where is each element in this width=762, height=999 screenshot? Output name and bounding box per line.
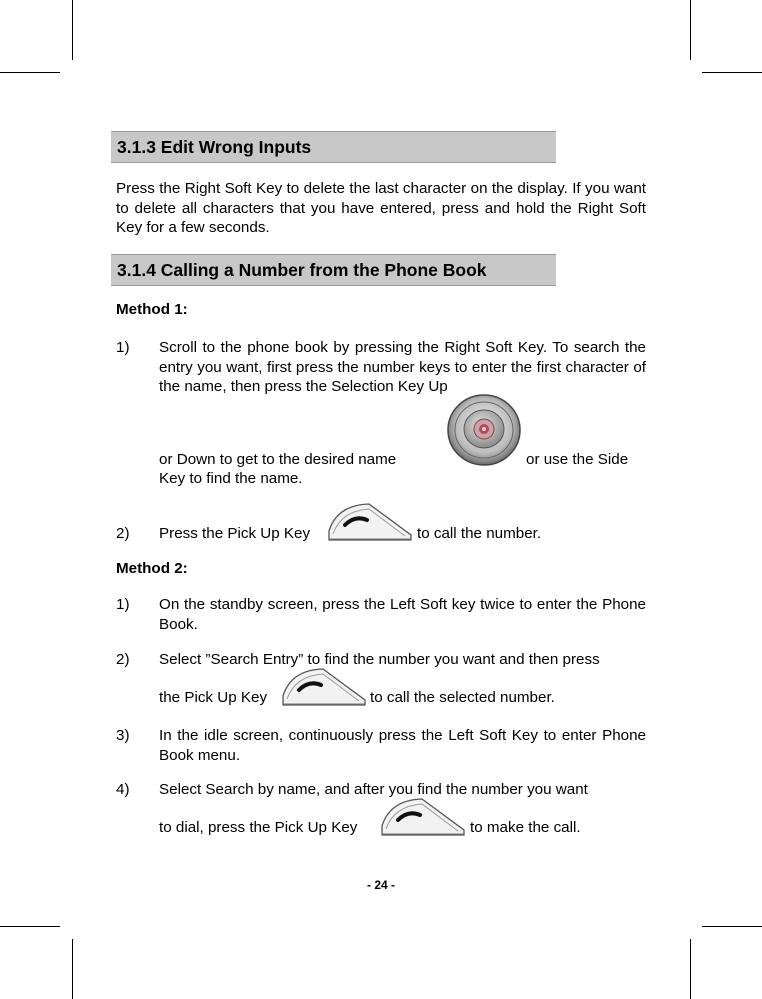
list-item-text: Key to find the name. xyxy=(159,470,303,487)
list-item-text: to call the selected number. xyxy=(370,689,555,706)
list-item-text: On the standby screen, press the Left Soft key twice to enter the Phone Book. xyxy=(159,596,646,633)
selection-key-icon xyxy=(446,393,522,467)
list-number: 3) xyxy=(116,727,130,744)
list-number: 1) xyxy=(116,339,130,356)
list-item-text: the Pick Up Key xyxy=(159,689,268,706)
crop-mark xyxy=(690,0,691,60)
method-2-label: Method 2: xyxy=(116,560,188,577)
list-item-text: Scroll to the phone book by pressing the Right Soft Key. To search the entry you want, first press the number keys to enter the first character of the name, then press the Selection Key Up xyxy=(159,339,646,395)
crop-mark xyxy=(702,926,762,927)
list-number: 2) xyxy=(116,525,130,542)
list-item-text: to call the number. xyxy=(417,525,542,542)
list-item-text: Select ”Search Entry” to find the number you want and then press xyxy=(159,651,600,668)
section-heading-313: 3.1.3 Edit Wrong Inputs xyxy=(111,131,556,163)
list-item-text: or use the Side xyxy=(526,451,629,468)
list-item-text: In the idle screen, continuously press the Left Soft Key to enter Phone Book menu. xyxy=(159,727,646,764)
list-item-text: Select Search by name, and after you find the number you want xyxy=(159,781,588,798)
list-item-text: or Down to get to the desired name xyxy=(159,451,397,468)
crop-mark xyxy=(0,926,60,927)
pickup-key-icon xyxy=(380,796,466,836)
section-heading-314: 3.1.4 Calling a Number from the Phone Book xyxy=(111,254,556,286)
method-1-label: Method 1: xyxy=(116,301,188,318)
list-number: 1) xyxy=(116,596,130,613)
section-313-body: Press the Right Soft Key to delete the last character on the display. If you want to delete all characters that you have entered, press and hold the Right Soft Key for a few seconds. xyxy=(116,180,646,236)
crop-mark xyxy=(72,0,73,60)
list-number: 2) xyxy=(116,651,130,668)
crop-mark xyxy=(702,72,762,73)
crop-mark xyxy=(0,72,60,73)
pickup-key-icon xyxy=(281,666,367,706)
pickup-key-icon xyxy=(327,501,413,541)
list-item-text: to dial, press the Pick Up Key xyxy=(159,819,358,836)
list-item-text: Press the Pick Up Key xyxy=(159,525,311,542)
page-number: - 24 - xyxy=(366,878,395,892)
crop-mark xyxy=(72,939,73,999)
crop-mark xyxy=(690,939,691,999)
list-item-text: to make the call. xyxy=(470,819,581,836)
list-number: 4) xyxy=(116,781,130,798)
